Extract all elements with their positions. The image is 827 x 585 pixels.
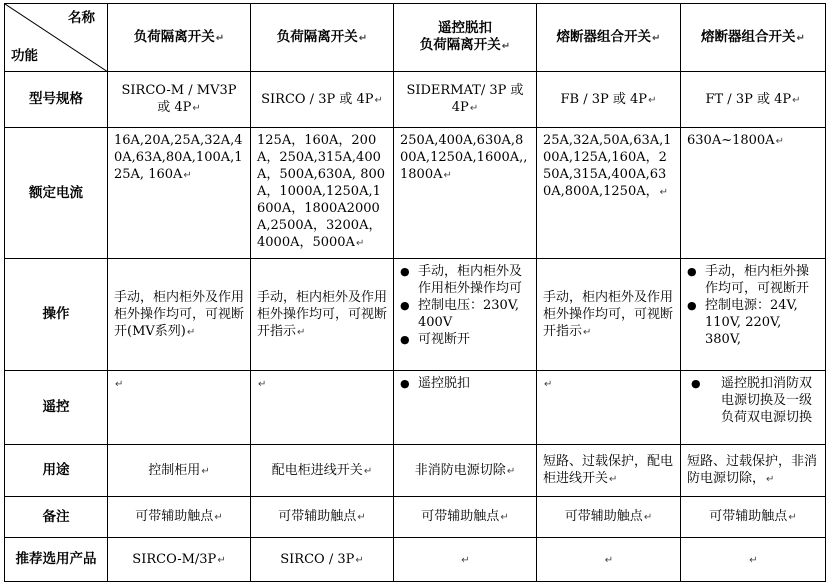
rated-current-cell: 25A,32A,50A,63A,100A,125A,160A，250A,315A,400A,630A,800A,1250A，↵ — [537, 128, 681, 259]
remote-bullet-list — [687, 375, 819, 426]
rated-current-cell: 16A,20A,25A,32A,40A,63A,80A,100A,125A, 160A↵ — [108, 128, 251, 259]
operation-cell — [394, 259, 537, 371]
operation-cell: 手动，柜内柜外及作用柜外操作均可，可视断开指示↵ — [251, 259, 394, 371]
usage-row — [5, 445, 826, 497]
row-label-recommend: 推荐选用产品 — [5, 538, 108, 582]
bullet-item: ● 控制电压：230V, 400V — [400, 297, 530, 331]
rated-current-cell: 250A,400A,630A,800A,1250A,1600A,,1800A↵ — [394, 128, 537, 259]
row-label-operation: 操作 — [5, 259, 108, 371]
recommend-cell: ↵ — [537, 538, 681, 582]
model-cell: SIRCO-M / MV3P 或 4P↵ — [108, 72, 251, 128]
column-header: 熔断器组合开关↵ — [537, 4, 681, 72]
column-header: 负荷隔离开关↵ — [251, 4, 394, 72]
rated-current-cell: 125A，160A，200A，250A,315A,400A，500A,630A, 800A，1000A,1250A,1600A，1800A2000A,2500A，3200A，4000A，5000A↵ — [251, 128, 394, 259]
model-cell: FT / 3P 或 4P↵ — [681, 72, 826, 128]
row-label-rated-current: 额定电流 — [5, 128, 108, 259]
remote-cell: ↵ — [537, 371, 681, 445]
bullet-item: ● 手动，柜内柜外及作用柜外操作均可 — [400, 263, 530, 297]
operation-cell — [681, 259, 826, 371]
bullet-item: ● 手动，柜内柜外操作均可，可视断开 — [687, 263, 819, 297]
note-row — [5, 497, 826, 538]
header-row — [5, 4, 826, 72]
recommend-row — [5, 538, 826, 582]
note-cell: 可带辅助触点↵ — [681, 497, 826, 538]
remote-cell: ↵ — [108, 371, 251, 445]
operation-cell: 手动，柜内柜外及作用柜外操作均可，可视断开指示↵ — [537, 259, 681, 371]
column-header: 遥控脱扣 负荷隔离开关↵ — [394, 4, 537, 72]
remote-cell: ↵ — [251, 371, 394, 445]
bullet-item: ● 遥控脱扣消防双电源切换及一级负荷双电源切换 — [691, 375, 819, 426]
comparison-table — [4, 3, 826, 582]
remote-cell — [394, 371, 537, 445]
usage-cell: 短路、过载保护，配电柜进线开关↵ — [537, 445, 681, 497]
note-cell: 可带辅助触点↵ — [394, 497, 537, 538]
operation-bullet-list — [400, 263, 530, 348]
usage-cell: 控制柜用↵ — [108, 445, 251, 497]
corner-header-cell — [5, 4, 108, 72]
column-header: 熔断器组合开关↵ — [681, 4, 826, 72]
corner-function-label: 功能 — [11, 48, 38, 64]
operation-row — [5, 259, 826, 371]
model-cell: SIDERMAT/ 3P 或 4P↵ — [394, 72, 537, 128]
row-label-usage: 用途 — [5, 445, 108, 497]
model-row — [5, 72, 826, 128]
bullet-item: ● 控制电源：24V, 110V, 220V, 380V, — [687, 297, 819, 348]
row-label-remote: 遥控 — [5, 371, 108, 445]
recommend-cell: ↵ — [681, 538, 826, 582]
remote-cell — [681, 371, 826, 445]
corner-name-label: 名称 — [68, 10, 95, 26]
bullet-item: ● 可视断开 — [400, 331, 530, 348]
row-label-note: 备注 — [5, 497, 108, 538]
bullet-item: ● 遥控脱扣 — [400, 375, 530, 392]
note-cell: 可带辅助触点↵ — [537, 497, 681, 538]
usage-cell: 配电柜进线开关↵ — [251, 445, 394, 497]
row-label-model: 型号规格 — [5, 72, 108, 128]
rated-current-row — [5, 128, 826, 259]
model-cell: SIRCO / 3P 或 4P↵ — [251, 72, 394, 128]
remote-bullet-list — [400, 375, 530, 392]
note-cell: 可带辅助触点↵ — [108, 497, 251, 538]
recommend-cell: ↵ — [394, 538, 537, 582]
rated-current-cell: 630A~1800A↵ — [681, 128, 826, 259]
remote-row — [5, 371, 826, 445]
recommend-cell: SIRCO-M/3P↵ — [108, 538, 251, 582]
column-header: 负荷隔离开关↵ — [108, 4, 251, 72]
usage-cell: 短路、过载保护，非消防电源切除，↵ — [681, 445, 826, 497]
usage-cell: 非消防电源切除↵ — [394, 445, 537, 497]
note-cell: 可带辅助触点↵ — [251, 497, 394, 538]
operation-bullet-list — [687, 263, 819, 348]
operation-cell: 手动，柜内柜外及作用柜外操作均可，可视断开(MV系列)↵ — [108, 259, 251, 371]
model-cell: FB / 3P 或 4P↵ — [537, 72, 681, 128]
recommend-cell: SIRCO / 3P↵ — [251, 538, 394, 582]
